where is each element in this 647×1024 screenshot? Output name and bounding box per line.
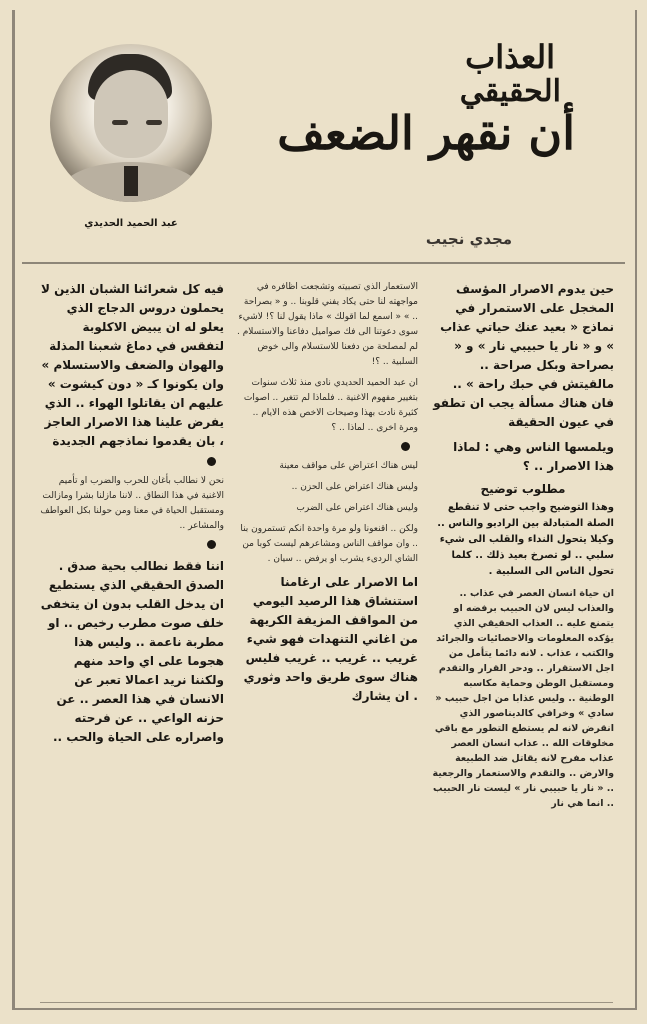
- paragraph: حين يدوم الاصرار المؤسف المخجل على الاستمرار في نماذج « بعيد عنك حياتي عذاب » و « نار يا حبيبي نار » و « بصراحة وبكل صراحة .. مالقيتش في حبك راحة » .. فان هناك مسألة يجب ان تطفو في عيون الحقيقة: [433, 282, 614, 429]
- photo-caption: عبد الحميد الحديدي: [84, 218, 178, 229]
- paragraph: وليس هناك اعتراض على الضرب: [296, 503, 418, 513]
- paragraph: وهذا التوضيح واجب حتى لا تنقطع الصلة المتبادلة بين الراديو والناس .. وكيلا يتحول النداء والقلب الى شيء سلبي .. لو تصرخ بعيد ذلك .. كلما تحول الناس الى السلبية .: [437, 502, 614, 577]
- section-bullet: [207, 457, 216, 466]
- article-title: [277, 40, 575, 159]
- paragraph: وليس هناك اعتراض على الحزن ..: [291, 482, 418, 492]
- paragraph: ولكن .. اقنعونا ولو مرة واحدة انكم تستمرون بنا .. وان مواقف الناس ومشاعرهم ليست كوبا من الشاي الردىء يشرب او يرفض .. سيان .: [240, 524, 418, 564]
- paragraph: ان عبد الحميد الحديدي نادى منذ ثلاث سنوات بتغيير مفهوم الاغنية .. فلماذا لم تتغير .. اصوات كثيرة نادت بهذا وصيحات الاخص هذه الايام .. ومرة اخرى .. لماذا .. ؟: [243, 378, 418, 433]
- paragraph: ويلمسها الناس وهي : لماذا هذا الاصرار .. ؟: [453, 440, 614, 473]
- paragraph: ان حياة انسان العصر في عذاب .. والعذاب ليس لان الحبيب برفضه او يتمنع عليه .. العذاب الحقيقي الذي يؤكده المعلومات والاحصائيات والجرائد والكتب ، عذاب . لانه دائما يتأمل من اجل الاستقرار .. ودحر القرار والتقدم ومستقبل الوطن وحماية مكاسبه الوطنية .. وليس عذابا من اجل حبيب « سادي » وخرافي كالديناصور الذي انقرض لانه لم يستطع التطور مع باقي مخلوقات الله .. عذاب انسان العصر عذاب مفرح لانه يقاتل ضد الطبيعة والارض .. والتقدم والاستعمار والرجعية .. « نار يا حبيبي نار » ليست نار الحبيب .. انما هي نار: [432, 588, 614, 809]
- paragraph: اننا فقط نطالب بحية صدق . الصدق الحقيقي الذي يستطيع ان يدخل القلب بدون ان يتخفى خلف صوت مطرب رخيص .. او مطربة ناعمة .. وليس هذا هجوما على اي واحد منهم ولكننا نريد اعمالا تعبر عن الانسان في هذا العصر .. عن حزنه الواعي .. عن فرحته واصراره على الحياة والحب ..: [40, 559, 224, 744]
- title-line-3: أن نقهر الضعف: [277, 106, 575, 161]
- footer-rule: [40, 1002, 613, 1003]
- paragraph: الاستعمار الذي تصبيته وتشجعت اظافره في مواجهته لنا حتى يكاد يفني قلوبنا .. و « بصراحة .. » « اسمع لما اقولك » ماذا يقول لنا ؟! لاشيء سوى دعوتنا الى فك صواميل دفاعنا والاستسلام . لم لمصلحة من دفعنا للاستسلام والى خوض السلبية .. ؟!: [237, 282, 418, 367]
- paragraph: اما الاصرار على ارغامنا استنشاق هذا الرصيد اليومي من المواقف المزيفة الكريهة من اغاني التنهدات فهو شيء غريب .. غريب .. غريب فليس هناك سوى طريق واحد وثوري . ان يشارك: [243, 575, 418, 703]
- portrait-eye: [112, 120, 128, 125]
- paragraph: نحن لا نطالب بأغان للحرب والضرب او تأميم الاغنية في هذا النطاق .. لاننا مازلنا بشرا ومازالت ومستقبل الحياة في معنا ومن حولنا بكل العواطف والمشاعر ..: [40, 476, 224, 531]
- portrait-face: [94, 70, 168, 158]
- paragraph: فيه كل شعرائنا الشبان الذين لا يحملون دروس الدجاج الذي يعلو له ان يبيض الاكلوبة لتفقس في دماغ شعبنا المذلة والهوان والضعف والاستسلام » وان يكونوا كـ « دون كيشوت » عليهم ان يقاتلوا الهواء .. الذي يفرض علينا هذا الاصرار العاجز ، بان يقدموا نماذجهم الجديدة: [41, 282, 224, 448]
- portrait-tie: [124, 166, 138, 196]
- portrait-eye: [146, 120, 162, 125]
- column-middle: [236, 280, 418, 712]
- portrait-photo: [50, 44, 212, 202]
- column-right: [432, 280, 614, 817]
- subheading: مطلوب توضيح: [480, 482, 566, 496]
- title-line-2: الحقيقي: [459, 74, 561, 110]
- paragraph: ليس هناك اعتراض على مواقف معينة: [279, 461, 418, 471]
- section-bullet: [401, 442, 410, 451]
- title-line-1: العذاب: [465, 38, 555, 76]
- author-name: مجدي نجيب: [425, 230, 513, 248]
- header-divider: [22, 262, 625, 264]
- section-bullet: [207, 540, 216, 549]
- column-left: [40, 280, 224, 753]
